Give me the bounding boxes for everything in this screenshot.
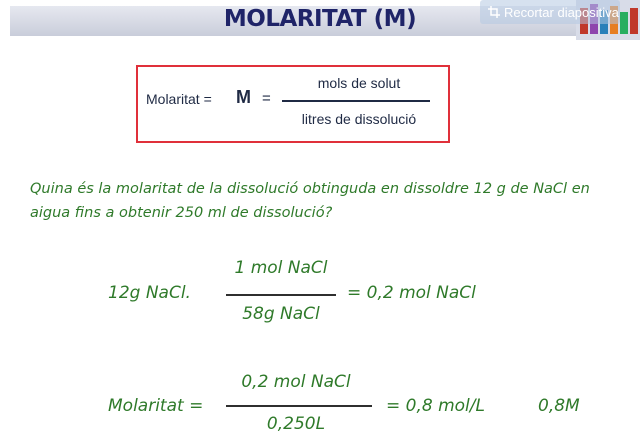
calc2-denominator: 0,250L bbox=[266, 414, 326, 434]
calc2-result: = 0,8 mol/L bbox=[386, 396, 485, 416]
calc2-numerator: 0,2 mol NaCl bbox=[241, 372, 351, 392]
calc1-denominator: 58g NaCl bbox=[242, 304, 320, 324]
calc1-fraction-line bbox=[226, 294, 336, 296]
formula-symbol: M bbox=[236, 87, 251, 107]
calc1-result: = 0,2 mol NaCl bbox=[347, 283, 476, 303]
molarity-formula-box bbox=[136, 65, 450, 143]
clip-slide-label: Recortar diapositiva bbox=[504, 4, 619, 20]
calc1-lhs: 12g NaCl. bbox=[108, 283, 191, 303]
calc1-numerator: 1 mol NaCl bbox=[234, 258, 328, 278]
formula-fraction-line bbox=[282, 100, 430, 102]
calc2-lhs: Molaritat = bbox=[108, 396, 204, 416]
calc2-fraction-line bbox=[226, 405, 372, 407]
problem-question: Quina és la molaritat de la dissolució obtinguda en dissoldre 12 g de NaCl en aigua fins a obtenir 250 ml de dissolució? bbox=[30, 181, 590, 221]
crop-icon bbox=[488, 6, 500, 18]
calc2-final-answer: 0,8M bbox=[538, 396, 580, 416]
formula-denominator: litres de dissolució bbox=[301, 111, 417, 127]
slide-title: MOLARITAT (M) bbox=[223, 6, 417, 32]
formula-numerator: mols de solut bbox=[317, 75, 401, 91]
clip-slide-button[interactable] bbox=[480, 0, 620, 24]
formula-equals: = bbox=[262, 90, 271, 107]
formula-label: Molaritat = bbox=[146, 91, 212, 107]
